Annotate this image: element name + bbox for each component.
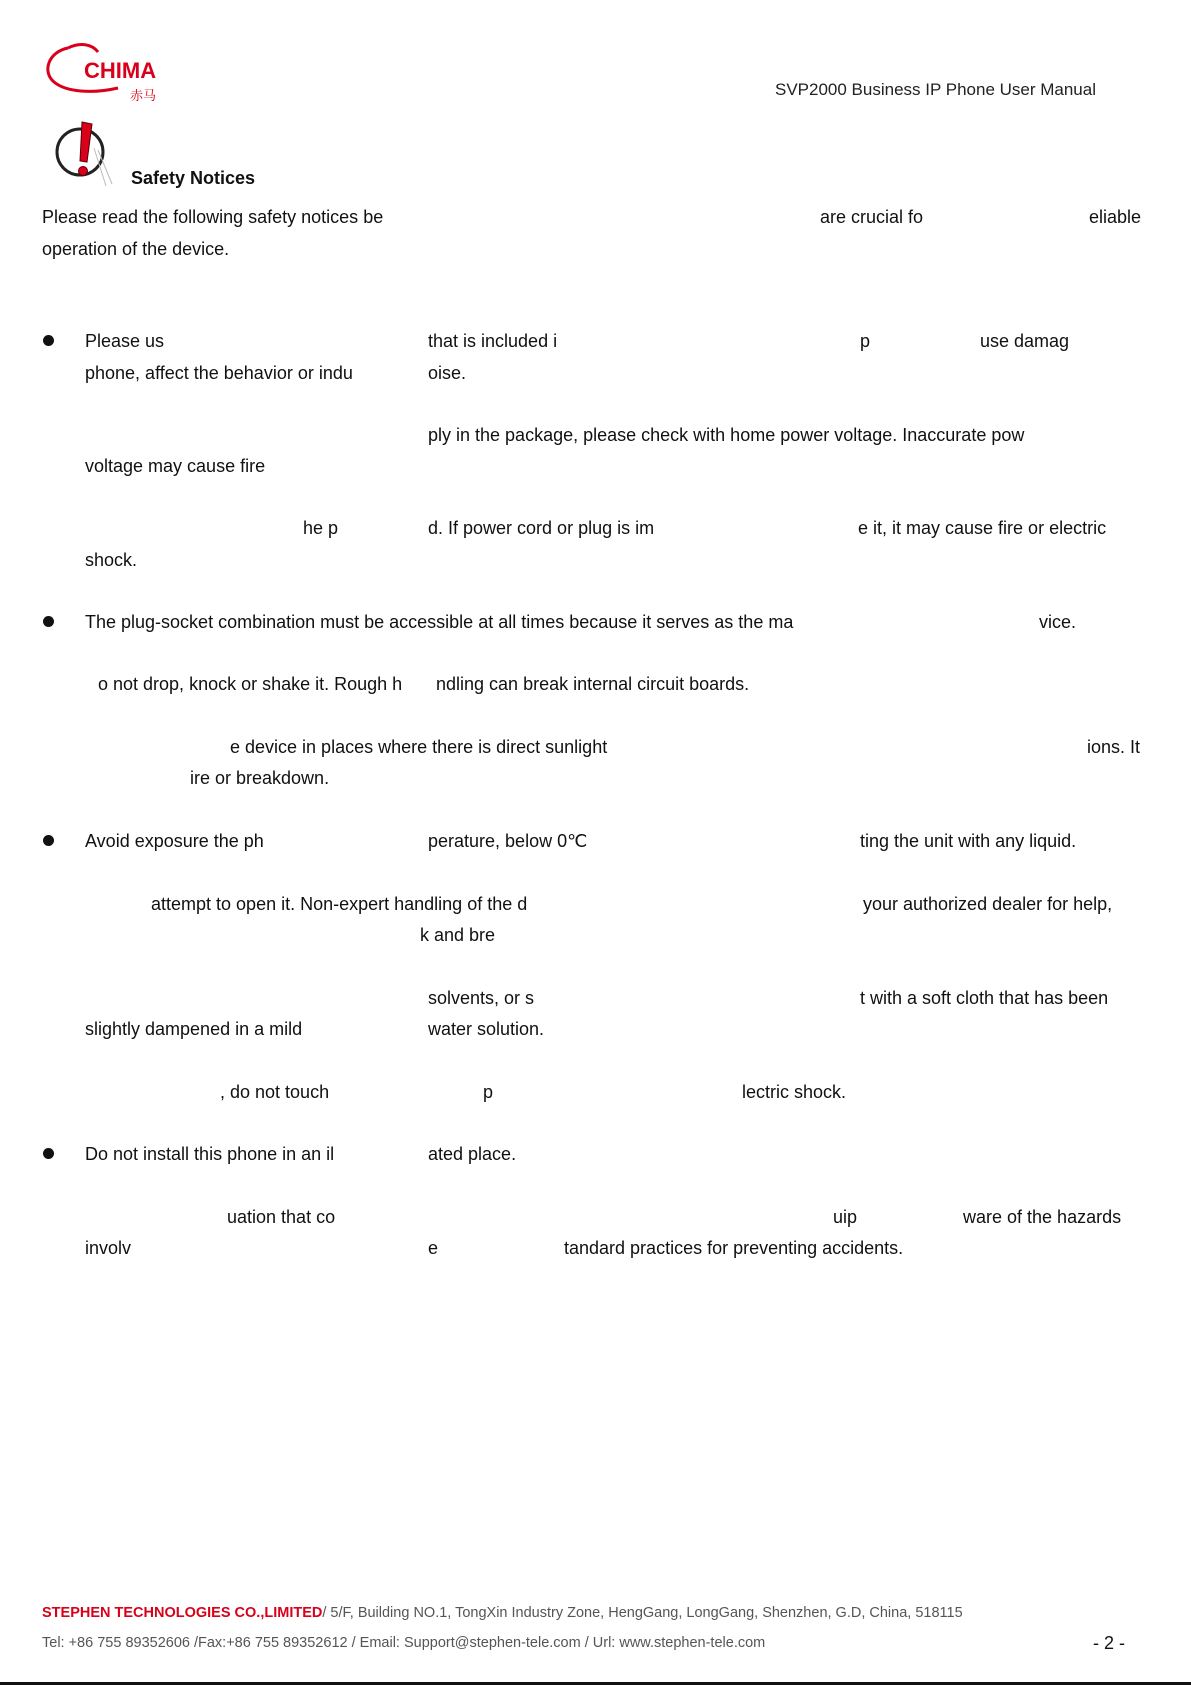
body-text-line: operation of the device.: [42, 239, 230, 259]
manual-title: SVP2000 Business IP Phone User Manual: [775, 80, 1096, 99]
body-text-line: tandard practices for preventing accidents.: [564, 1238, 904, 1258]
body-text-line: ting the unit with any liquid.: [860, 831, 1077, 851]
body-text-line: Do not install this phone in an il: [85, 1144, 335, 1164]
body-text-line: eliable: [1089, 207, 1142, 227]
svg-text:赤马: 赤马: [130, 89, 157, 104]
body-text-line: d. If power cord or plug is im: [428, 518, 655, 538]
body-text-line: your authorized dealer for help,: [863, 894, 1113, 914]
body-text-line: use damag: [980, 331, 1070, 351]
body-text-line: , do not touch: [220, 1082, 330, 1102]
company-address: / 5/F, Building NO.1, TongXin Industry Zone, HengGang, LongGang, Shenzhen, G.D, China, 518115: [322, 1605, 963, 1621]
bullet: [43, 335, 54, 346]
warning-icon: [54, 118, 116, 190]
bullet: [43, 616, 54, 627]
body-text-line: e device in places where there is direct sunlight: [230, 737, 608, 757]
body-text-line: that is included i: [428, 331, 558, 351]
svg-text:CHIMA: CHIMA: [84, 58, 157, 83]
body-text-line: Please us: [85, 331, 165, 351]
bullet: [43, 1148, 54, 1159]
company-name: STEPHEN TECHNOLOGIES CO.,LIMITED: [42, 1605, 323, 1621]
footer-contact-line: Tel: +86 755 89352606 /Fax:+86 755 89352612 / Email: Support@stephen-tele.com / Url: www.stephen-tele.com: [42, 1635, 766, 1651]
body-text-line: voltage may cause fire: [85, 456, 266, 476]
body-text-line: ated place.: [428, 1144, 517, 1164]
body-text-line: t with a soft cloth that has been: [860, 988, 1109, 1008]
footer-company-line: [42, 1605, 963, 1621]
body-text-line: uation that co: [227, 1207, 336, 1227]
body-text-line: water solution.: [428, 1019, 545, 1039]
body-text-line: attempt to open it. Non-expert handling of the d: [151, 894, 528, 914]
page-number: - 2 -: [1093, 1633, 1126, 1653]
body-text-line: o not drop, knock or shake it. Rough h: [98, 674, 403, 694]
body-text-line: solvents, or s: [428, 988, 535, 1008]
body-text-line: p: [483, 1082, 494, 1102]
body-text-line: ire or breakdown.: [190, 768, 330, 788]
section-title: Safety Notices: [131, 168, 256, 188]
body-text-line: vice.: [1039, 612, 1077, 632]
body-text-line: perature, below 0℃: [428, 831, 588, 851]
body-text-line: phone, affect the behavior or indu: [85, 363, 353, 383]
body-text-line: k and bre: [420, 925, 496, 945]
bullet: [43, 835, 54, 846]
body-text-line: Please read the following safety notices be: [42, 207, 384, 227]
body-text-line: p: [860, 331, 871, 351]
body-text-line: Avoid exposure the ph: [85, 831, 264, 851]
body-text-line: are crucial fo: [820, 207, 924, 227]
body-text-line: e it, it may cause fire or electric: [858, 518, 1107, 538]
body-text-line: lectric shock.: [742, 1082, 847, 1102]
body-text-line: ply in the package, please check with home power voltage. Inaccurate pow: [428, 425, 1025, 445]
body-text-line: The plug-socket combination must be accessible at all times because it serves as the ma: [85, 612, 794, 632]
body-text-line: shock.: [85, 550, 138, 570]
chima-logo: [40, 38, 180, 108]
body-text-line: uip: [833, 1207, 858, 1227]
body-text-line: slightly dampened in a mild: [85, 1019, 303, 1039]
body-text-line: oise.: [428, 363, 467, 383]
body-text-line: he p: [303, 518, 339, 538]
body-text-line: e: [428, 1238, 439, 1258]
body-text-line: ndling can break internal circuit boards.: [436, 674, 750, 694]
body-text-line: ions. It: [1087, 737, 1141, 757]
body-text-line: involv: [85, 1238, 132, 1258]
body-text-line: ware of the hazards: [963, 1207, 1122, 1227]
